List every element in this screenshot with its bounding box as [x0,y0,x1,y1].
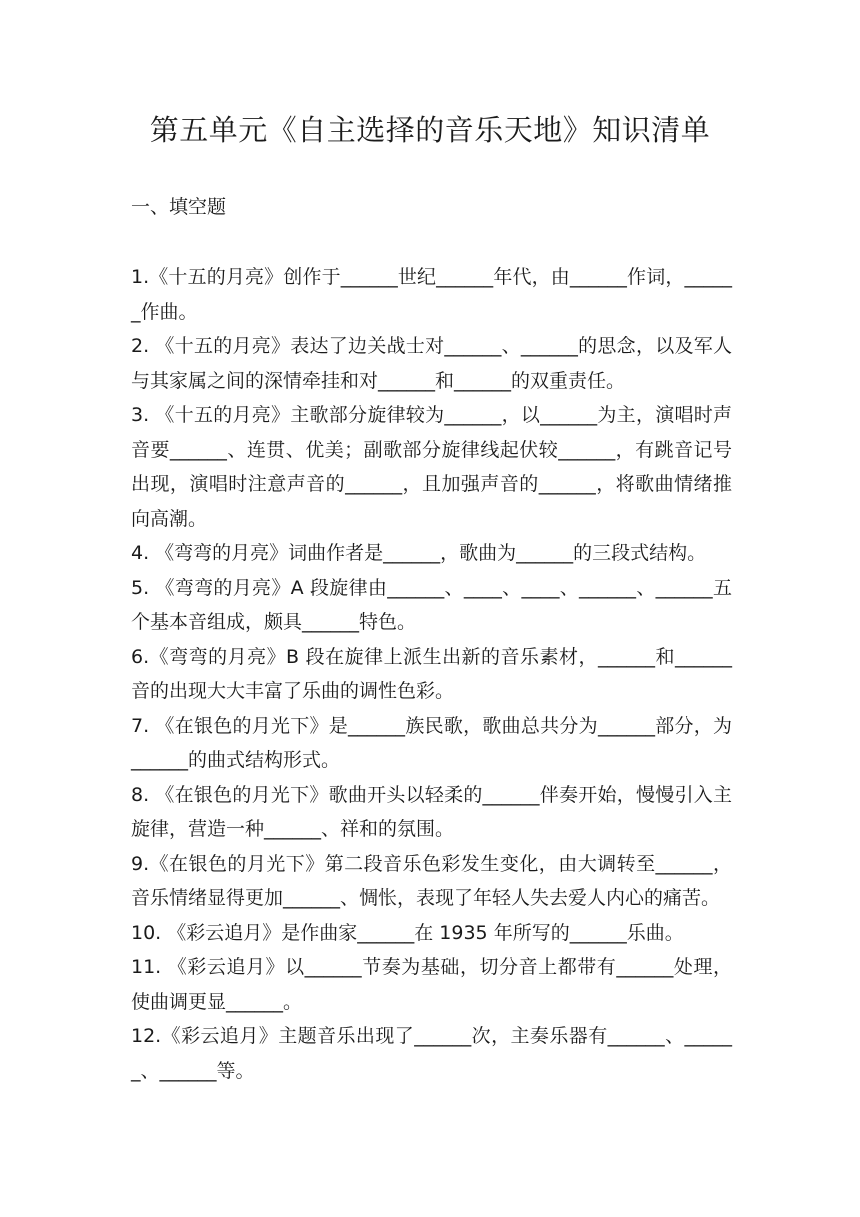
question-item: 6.《弯弯的月亮》B 段在旋律上派生出新的音乐素材，______和______音的出现大大丰富了乐曲的调性色彩。 [131,645,732,702]
section-heading: 一、填空题 [131,196,227,218]
question-item: 11. 《彩云追月》以______节奏为基础，切分音上都带有______处理，使曲调更显______。 [131,956,732,1013]
question-item: 10. 《彩云追月》是作曲家______在 1935 年所写的______乐曲。 [131,921,684,944]
question-item: 9.《在银色的月光下》第二段音乐色彩发生变化，由大调转至______，音乐情绪显得更加______、惆怅，表现了年轻人失去爱人内心的痛苦。 [131,852,732,909]
question-item: 2. 《十五的月亮》表达了边关战士对______、______的思念，以及军人与其家属之间的深情牵挂和对______和______的双重责任。 [131,335,732,392]
question-list [131,260,732,1088]
question-item: 3. 《十五的月亮》主歌部分旋律较为______，以______为主，演唱时声音要______、连贯、优美；副歌部分旋律线起伏较______，有跳音记号出现，演唱时注意声音的______，且加强声音的______，将歌曲情绪推向高潮。 [131,404,732,530]
question-item: 12.《彩云追月》主题音乐出现了______次，主奏乐器有______、______、______等。 [131,1025,732,1082]
question-item: 8. 《在银色的月光下》歌曲开头以轻柔的______伴奏开始，慢慢引入主旋律，营造一种______、祥和的氛围。 [131,783,732,840]
page-title: 第五单元《自主选择的音乐天地》知识清单 [149,113,711,147]
question-item: 5. 《弯弯的月亮》A 段旋律由______、____、____、______、______五个基本音组成，颇具______特色。 [131,576,732,633]
question-item: 1.《十五的月亮》创作于______世纪______年代，由______作词，______作曲。 [131,266,732,323]
question-item: 7. 《在银色的月光下》是______族民歌，歌曲总共分为______部分，为______的曲式结构形式。 [131,714,732,771]
question-item: 4. 《弯弯的月亮》词曲作者是______，歌曲为______的三段式结构。 [131,542,707,564]
